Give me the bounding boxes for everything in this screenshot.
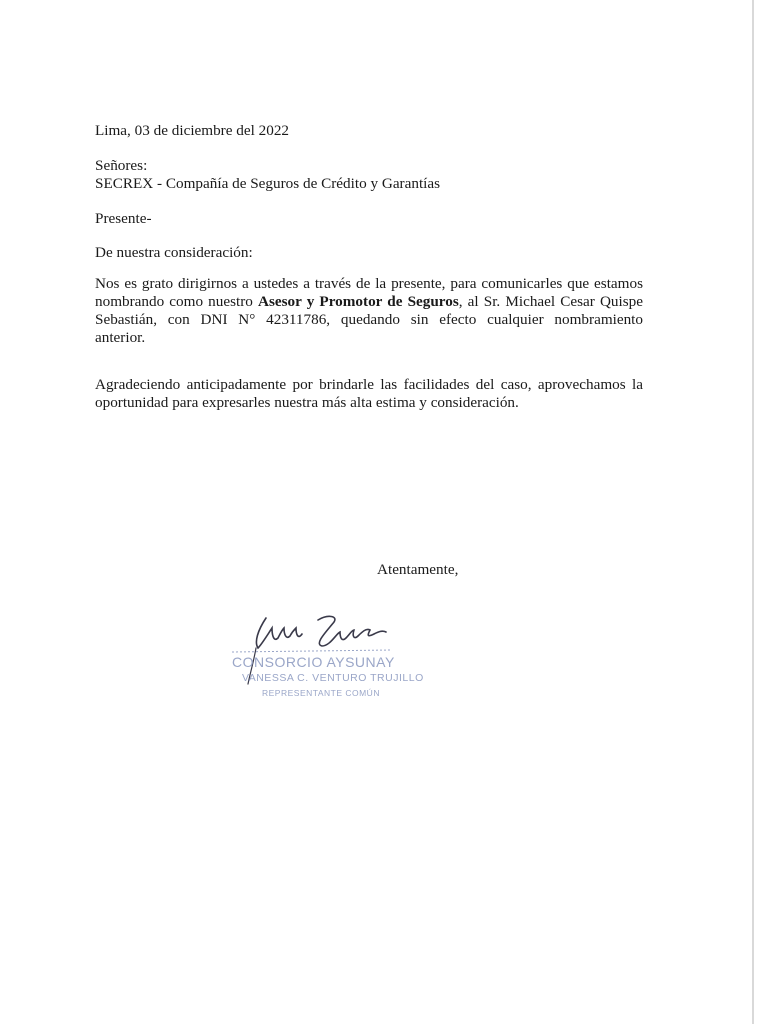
recipient-company-name: SECREX (95, 175, 154, 192)
date-line: Lima, 03 de diciembre del 2022 (95, 122, 290, 139)
body-line-2-end: , al Sr. Michael Cesar Quispe (458, 293, 643, 310)
salutation: Señores: (95, 157, 148, 174)
stamp-company-name: CONSORCIO AYSUNAY (232, 654, 395, 670)
body-line-1: Nos es grato dirigirnos a ustedes a través de la presente, para comunicarles que estamos (95, 275, 643, 292)
body-paragraph (95, 275, 643, 347)
signature-stamp (228, 604, 424, 708)
body-line-2 (95, 293, 643, 311)
role-title: Asesor y Promotor de Seguros (258, 293, 459, 310)
recipient-company-description: - Compañía de Seguros de Crédito y Garantías (153, 175, 441, 192)
body-line-3: Sebastián, con DNI N° 42311786, quedando sin efecto cualquier nombramiento (95, 311, 643, 328)
page-edge-shadow (752, 0, 754, 1024)
consideration-line: De nuestra consideración: (95, 244, 253, 261)
closing-line-1: Agradeciendo anticipadamente por brindarle las facilidades del caso, aprovechamos la (95, 376, 643, 393)
recipient-line (95, 175, 440, 193)
closing-word: Atentamente, (377, 561, 459, 578)
closing-paragraph (95, 376, 643, 412)
presente-line: Presente- (95, 210, 152, 227)
body-line-2-start: nombrando como nuestro (95, 293, 258, 310)
body-line-4: anterior. (95, 329, 146, 346)
stamp-signer-name: VANESSA C. VENTURO TRUJILLO (242, 672, 424, 684)
closing-line-2: oportunidad para expresarles nuestra más alta estima y consideración. (95, 394, 519, 411)
stamp-signer-role: REPRESENTANTE COMÚN (262, 688, 380, 698)
